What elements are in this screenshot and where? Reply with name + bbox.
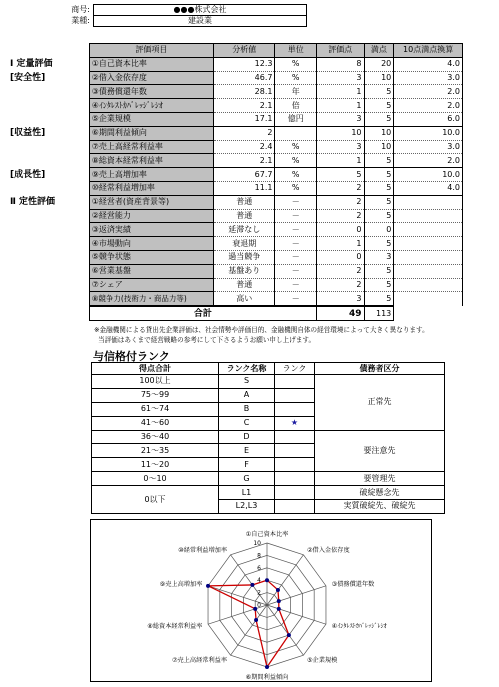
row-item: ⑤競争状態 (89, 250, 213, 264)
evaluation-table (8, 43, 463, 321)
section-profitability: [収益性] (8, 126, 89, 140)
rank-name: C (219, 416, 275, 430)
rank-name: E (219, 444, 275, 458)
row-value: 普通 (214, 195, 275, 209)
row-value: 28.1 (214, 85, 275, 99)
rank-mark (275, 500, 315, 514)
rank-name: L1 (219, 486, 275, 500)
row-conv: 2.0 (394, 154, 463, 168)
rank-score: 41～60 (92, 416, 219, 430)
rank-header-category: 債務者区分 (315, 363, 445, 375)
row-score: 0 (316, 223, 364, 237)
rank-mark (275, 430, 315, 444)
row-unit: － (275, 209, 316, 223)
rank-mark (275, 458, 315, 472)
row-value: 11.1 (214, 181, 275, 195)
table-row (8, 209, 463, 223)
row-max: 3 (364, 250, 394, 264)
row-item: ③債務償還年数 (89, 85, 213, 99)
row-conv (394, 292, 463, 306)
row-max: 5 (364, 112, 394, 126)
radar-data-point (277, 607, 281, 611)
table-row (8, 237, 463, 251)
row-score: 2 (316, 195, 364, 209)
row-conv (394, 264, 463, 278)
row-conv (394, 195, 463, 209)
row-unit: － (275, 195, 316, 209)
row-unit: % (275, 71, 316, 85)
radar-spoke (231, 605, 267, 655)
row-item: ⑨売上高増加率 (89, 168, 213, 182)
row-item: ⑥期間利益傾向 (89, 126, 213, 140)
row-unit: － (275, 278, 316, 292)
rank-row (92, 375, 445, 389)
row-score: 1 (316, 154, 364, 168)
note-line-1: ※金融機関による貸出先企業評価は、社会情勢や評価目的、金融機関自体の経営環境によって大きく異なります。 (94, 326, 429, 334)
row-unit: － (275, 250, 316, 264)
row-conv (394, 278, 463, 292)
row-max: 10 (364, 126, 394, 140)
radar-chart-frame (90, 519, 432, 682)
row-item: ③返済実績 (89, 223, 213, 237)
radar-tick-label: 4 (257, 577, 261, 585)
total-label: 合計 (89, 306, 316, 320)
radar-spoke (267, 605, 326, 624)
col-item: 評価項目 (89, 44, 213, 58)
rank-table (91, 362, 445, 514)
category-caution: 要注意先 (315, 430, 445, 472)
row-max: 5 (364, 168, 394, 182)
row-score: 2 (316, 181, 364, 195)
section-safety: [安全性] (8, 71, 89, 85)
row-max: 10 (364, 140, 394, 154)
table-row (8, 292, 463, 306)
row-max: 5 (364, 99, 394, 113)
row-item: ②借入金依存度 (89, 71, 213, 85)
industry-label: 業種: (71, 16, 90, 25)
row-score: 10 (316, 126, 364, 140)
row-max: 5 (364, 195, 394, 209)
radar-tick-label: 2 (257, 589, 261, 597)
row-score: 1 (316, 99, 364, 113)
company-label: 商号: (71, 5, 90, 14)
row-unit: － (275, 223, 316, 237)
radar-tick-label: 0 (257, 602, 261, 609)
row-unit: % (275, 181, 316, 195)
table-row (8, 223, 463, 237)
row-value: 延滞なし (214, 223, 275, 237)
rank-mark (275, 402, 315, 416)
row-item: ⑦売上高経常利益率 (89, 140, 213, 154)
row-conv: 3.0 (394, 140, 463, 154)
row-unit: % (275, 140, 316, 154)
table-row (8, 195, 463, 209)
row-conv: 2.0 (394, 85, 463, 99)
rank-mark (275, 444, 315, 458)
row-max: 10 (364, 71, 394, 85)
rank-score: 36～40 (92, 430, 219, 444)
row-value: 46.7 (214, 71, 275, 85)
row-item: ⑦シェア (89, 278, 213, 292)
radar-category-label: ⑩経常利益増加率 (178, 546, 228, 554)
rank-name: G (219, 472, 275, 486)
radar-category-label: ②借入金依存度 (306, 546, 350, 554)
row-conv: 2.0 (394, 99, 463, 113)
radar-category-label: ⑤企業規模 (306, 657, 338, 665)
rank-name: S (219, 375, 275, 389)
row-value: 衰退期 (214, 237, 275, 251)
row-unit: 年 (275, 85, 316, 99)
row-value: 2.1 (214, 99, 275, 113)
row-max: 5 (364, 278, 394, 292)
row-conv (394, 237, 463, 251)
table-row (8, 126, 463, 140)
rank-score: 61～74 (92, 402, 219, 416)
rank-mark (275, 472, 315, 486)
row-score: 3 (316, 292, 364, 306)
radar-data-point (254, 618, 258, 622)
row-item: ④市場動向 (89, 237, 213, 251)
industry-value: 建設業 (94, 16, 307, 27)
row-score: 1 (316, 85, 364, 99)
row-max: 5 (364, 154, 394, 168)
row-score: 3 (316, 112, 364, 126)
rank-mark-star-icon: ★ (275, 416, 315, 430)
row-value: 普通 (214, 278, 275, 292)
table-row (8, 140, 463, 154)
section-qualitative: Ⅱ 定性評価 (8, 195, 89, 209)
row-score: 8 (316, 57, 364, 71)
row-conv: 10.0 (394, 126, 463, 140)
radar-data-point (206, 584, 210, 588)
category-normal: 正常先 (315, 375, 445, 431)
row-score: 1 (316, 237, 364, 251)
col-converted: 10点満点換算 (394, 44, 463, 58)
note-line-2: 当評価はあくまで経営戦略の参考にして下さるようお願い申し上げます。 (98, 336, 316, 344)
row-item: ②経営能力 (89, 209, 213, 223)
row-value: 基盤あり (214, 264, 275, 278)
radar-spoke (267, 555, 303, 605)
category-control: 要管理先 (315, 472, 445, 486)
row-value: 2 (214, 126, 275, 140)
category-bankrupt: 実質破綻先、破綻先 (315, 500, 445, 514)
table-header-row (8, 44, 463, 58)
row-score: 0 (316, 250, 364, 264)
row-unit: % (275, 57, 316, 71)
rank-score: 75～99 (92, 388, 219, 402)
row-item: ⑧競争力(技術力・商品力等) (89, 292, 213, 306)
radar-data-point (250, 583, 254, 587)
rank-header-score: 得点合計 (92, 363, 219, 375)
rank-mark (275, 388, 315, 402)
row-conv (394, 250, 463, 264)
row-item: ⑥営業基盤 (89, 264, 213, 278)
row-item: ④ｲﾝﾀﾚｽﾄｶﾊﾞﾚｯｼﾞﾚｼｵ (89, 99, 213, 113)
table-row (8, 112, 463, 126)
radar-data-point (253, 607, 257, 611)
row-item: ⑧総資本経常利益率 (89, 154, 213, 168)
row-value: 2.4 (214, 140, 275, 154)
radar-spoke (267, 605, 303, 655)
rank-name: L2,L3 (219, 500, 275, 514)
radar-category-label: ③債務償還年数 (331, 580, 375, 588)
col-score: 評価点 (316, 44, 364, 58)
row-conv: 3.0 (394, 71, 463, 85)
section-growth: [成長性] (8, 168, 89, 182)
row-value: 高い (214, 292, 275, 306)
radar-data-point (265, 665, 269, 669)
radar-category-label: ⑥期間利益傾向 (245, 674, 289, 681)
rank-row (92, 472, 445, 486)
col-value: 分析値 (214, 44, 275, 58)
row-score: 3 (316, 140, 364, 154)
table-row (8, 168, 463, 182)
rank-score: 0以下 (92, 486, 219, 514)
row-score: 2 (316, 278, 364, 292)
row-item: ⑩経常利益増加率 (89, 181, 213, 195)
total-max: 113 (364, 306, 394, 320)
table-row (8, 250, 463, 264)
col-max: 満点 (364, 44, 394, 58)
row-item: ⑤企業規模 (89, 112, 213, 126)
rank-name: D (219, 430, 275, 444)
row-unit (275, 126, 316, 140)
row-max: 5 (364, 85, 394, 99)
rank-header-rank: ランク (275, 363, 315, 375)
rank-name: B (219, 402, 275, 416)
row-max: 5 (364, 209, 394, 223)
row-score: 3 (316, 71, 364, 85)
row-unit: % (275, 168, 316, 182)
row-conv: 4.0 (394, 57, 463, 71)
table-row (8, 99, 463, 113)
row-score: 2 (316, 264, 364, 278)
row-max: 0 (364, 223, 394, 237)
row-item: ①経営者(資産背景等) (89, 195, 213, 209)
table-row (8, 57, 463, 71)
col-unit: 単位 (275, 44, 316, 58)
row-unit: － (275, 237, 316, 251)
radar-category-label: ⑦売上高経常利益率 (171, 657, 228, 665)
total-score: 49 (316, 306, 364, 320)
rank-mark (275, 375, 315, 389)
row-value: 過当競争 (214, 250, 275, 264)
rank-header-name: ランク名称 (219, 363, 275, 375)
row-max: 20 (364, 57, 394, 71)
table-row (8, 154, 463, 168)
row-conv: 6.0 (394, 112, 463, 126)
table-row (8, 85, 463, 99)
radar-chart (91, 520, 431, 681)
radar-category-label: ①自己資本比率 (245, 531, 289, 538)
radar-tick-label: 6 (257, 564, 261, 572)
row-score: 2 (316, 209, 364, 223)
row-value: 2.1 (214, 154, 275, 168)
row-item: ①自己資本比率 (89, 57, 213, 71)
row-conv (394, 209, 463, 223)
row-conv: 4.0 (394, 181, 463, 195)
table-row (8, 71, 463, 85)
section-quantitative: Ⅰ 定量評価 (8, 57, 89, 71)
rank-name: F (219, 458, 275, 472)
row-unit: 倍 (275, 99, 316, 113)
radar-category-label: ⑧総資本経常利益率 (147, 623, 203, 631)
row-value: 17.1 (214, 112, 275, 126)
total-row (8, 306, 463, 320)
rank-score: 21～35 (92, 444, 219, 458)
row-score: 5 (316, 168, 364, 182)
row-unit: － (275, 292, 316, 306)
row-conv: 10.0 (394, 168, 463, 182)
radar-category-label: ⑨売上高増加率 (159, 580, 203, 588)
radar-spoke (231, 555, 267, 605)
rank-score: 11～20 (92, 458, 219, 472)
row-value: 普通 (214, 209, 275, 223)
rank-row (92, 486, 445, 500)
radar-tick-label: 8 (257, 552, 261, 560)
row-unit: % (275, 154, 316, 168)
radar-category-label: ④ｲﾝﾀﾚｽﾄｶﾊﾞﾚｯｼﾞﾚｼｵ (331, 623, 387, 631)
row-conv (394, 223, 463, 237)
rank-score: 100以上 (92, 375, 219, 389)
rank-row (92, 430, 445, 444)
table-row (8, 181, 463, 195)
row-unit: － (275, 264, 316, 278)
rank-mark (275, 486, 315, 500)
row-unit: 億円 (275, 112, 316, 126)
row-max: 5 (364, 292, 394, 306)
row-value: 12.3 (214, 57, 275, 71)
table-row (8, 264, 463, 278)
rank-name: A (219, 388, 275, 402)
row-max: 5 (364, 264, 394, 278)
company-header (22, 4, 307, 27)
radar-data-point (277, 599, 281, 603)
radar-data-point (265, 578, 269, 582)
row-max: 5 (364, 237, 394, 251)
rank-section-title: 与信格付ランク (93, 350, 170, 363)
row-value: 67.7 (214, 168, 275, 182)
company-value: ●●●株式会社 (94, 5, 307, 16)
table-row (8, 278, 463, 292)
radar-data-point (276, 588, 280, 592)
radar-tick-label: 10 (253, 540, 261, 547)
rank-score: 0～10 (92, 472, 219, 486)
row-max: 5 (364, 181, 394, 195)
radar-data-point (287, 633, 291, 637)
category-doubtful: 破綻懸念先 (315, 486, 445, 500)
